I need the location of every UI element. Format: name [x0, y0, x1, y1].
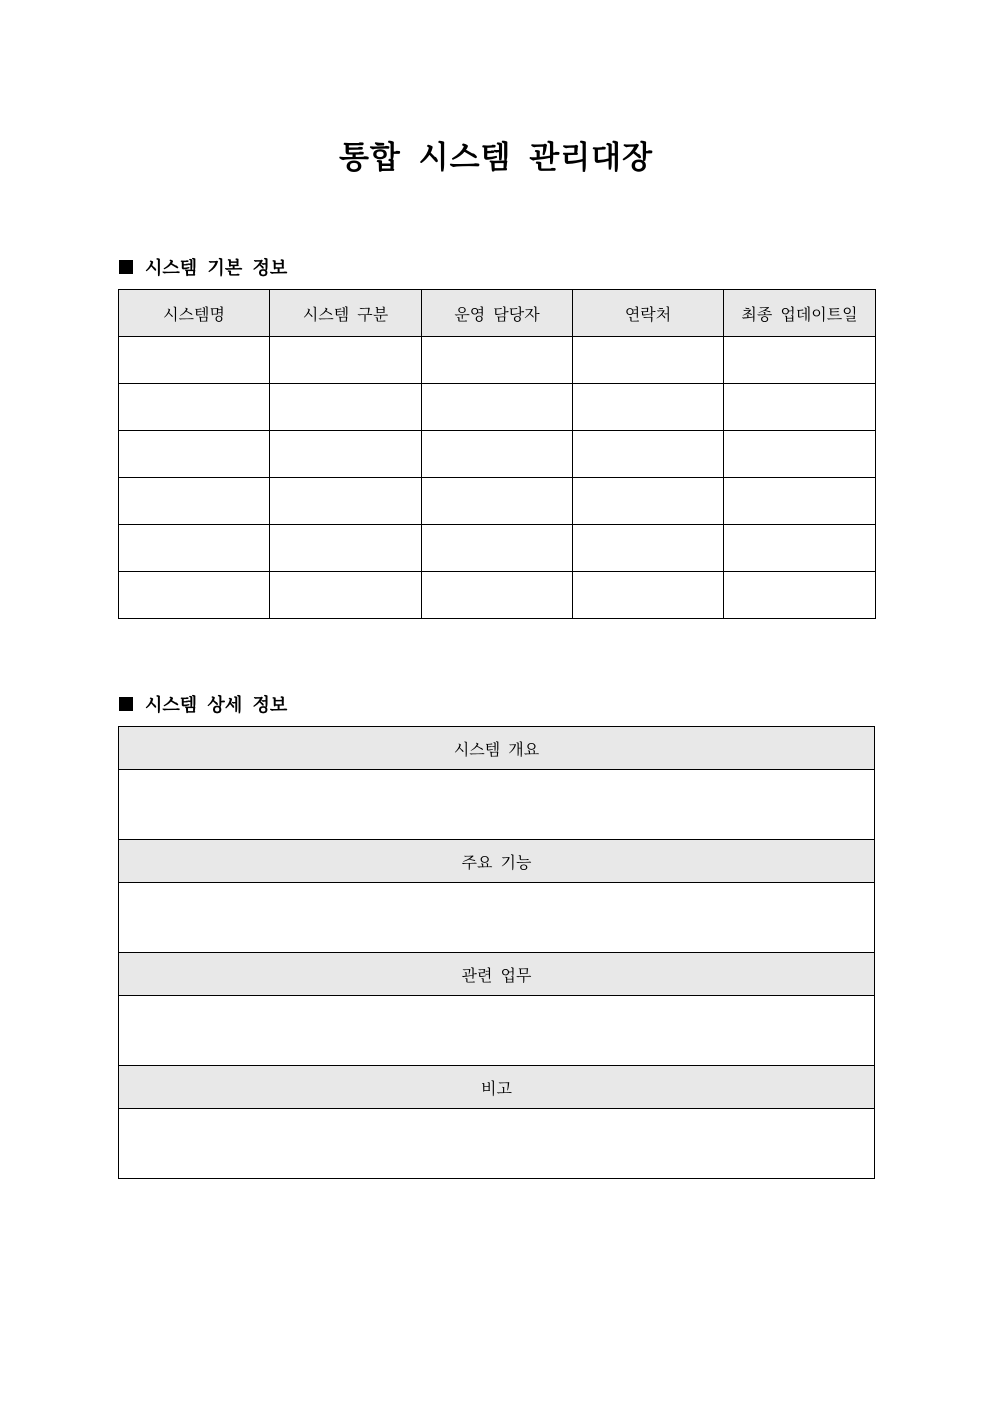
detail-content-row [119, 883, 875, 953]
detail-content-row [119, 996, 875, 1066]
column-header-operator: 운영 담당자 [422, 290, 573, 337]
column-header-system-type: 시스템 구분 [270, 290, 422, 337]
table-header-row [119, 290, 876, 337]
detail-label-related-work: 관련 업무 [119, 953, 875, 996]
table-cell[interactable] [270, 478, 422, 525]
document-title: 통합 시스템 관리대장 [338, 140, 654, 176]
table-cell[interactable] [422, 525, 573, 572]
table-row [119, 384, 876, 431]
detail-content-overview[interactable] [119, 770, 875, 840]
detail-content-row [119, 1109, 875, 1179]
detail-content-remarks[interactable] [119, 1109, 875, 1179]
column-header-system-name: 시스템명 [119, 290, 270, 337]
table-cell[interactable] [422, 384, 573, 431]
square-bullet-icon [119, 697, 133, 711]
column-header-last-updated: 최종 업데이트일 [724, 290, 876, 337]
table-row [119, 572, 876, 619]
table-cell[interactable] [573, 431, 724, 478]
table-cell[interactable] [270, 337, 422, 384]
table-cell[interactable] [119, 525, 270, 572]
table-cell[interactable] [119, 337, 270, 384]
table-cell[interactable] [573, 478, 724, 525]
table-cell[interactable] [573, 525, 724, 572]
table-cell[interactable] [573, 384, 724, 431]
table-cell[interactable] [724, 525, 876, 572]
table-cell[interactable] [119, 431, 270, 478]
table-cell[interactable] [422, 572, 573, 619]
section-heading-label: 시스템 기본 정보 [145, 258, 288, 279]
table-cell[interactable] [724, 478, 876, 525]
detail-header-row [119, 727, 875, 770]
section-heading-label: 시스템 상세 정보 [145, 695, 288, 716]
table-cell[interactable] [422, 431, 573, 478]
table-cell[interactable] [270, 572, 422, 619]
table-cell[interactable] [724, 384, 876, 431]
detail-info-table [118, 726, 875, 1179]
table-cell[interactable] [422, 337, 573, 384]
section-heading-detail-info [119, 691, 287, 717]
table-cell[interactable] [270, 431, 422, 478]
table-row [119, 431, 876, 478]
table-cell[interactable] [270, 525, 422, 572]
table-cell[interactable] [119, 478, 270, 525]
table-cell[interactable] [119, 384, 270, 431]
table-row [119, 525, 876, 572]
detail-header-row [119, 1066, 875, 1109]
detail-header-row [119, 840, 875, 883]
table-row [119, 337, 876, 384]
column-header-contact: 연락처 [573, 290, 724, 337]
section-heading-basic-info [119, 254, 287, 280]
detail-header-row [119, 953, 875, 996]
detail-label-main-functions: 주요 기능 [119, 840, 875, 883]
detail-label-overview: 시스템 개요 [119, 727, 875, 770]
table-cell[interactable] [573, 337, 724, 384]
detail-content-related-work[interactable] [119, 996, 875, 1066]
table-cell[interactable] [119, 572, 270, 619]
detail-content-row [119, 770, 875, 840]
detail-label-remarks: 비고 [119, 1066, 875, 1109]
table-cell[interactable] [270, 384, 422, 431]
table-cell[interactable] [573, 572, 724, 619]
table-row [119, 478, 876, 525]
detail-content-main-functions[interactable] [119, 883, 875, 953]
basic-info-table [118, 289, 876, 619]
table-cell[interactable] [422, 478, 573, 525]
table-cell[interactable] [724, 337, 876, 384]
table-cell[interactable] [724, 572, 876, 619]
square-bullet-icon [119, 260, 133, 274]
table-cell[interactable] [724, 431, 876, 478]
